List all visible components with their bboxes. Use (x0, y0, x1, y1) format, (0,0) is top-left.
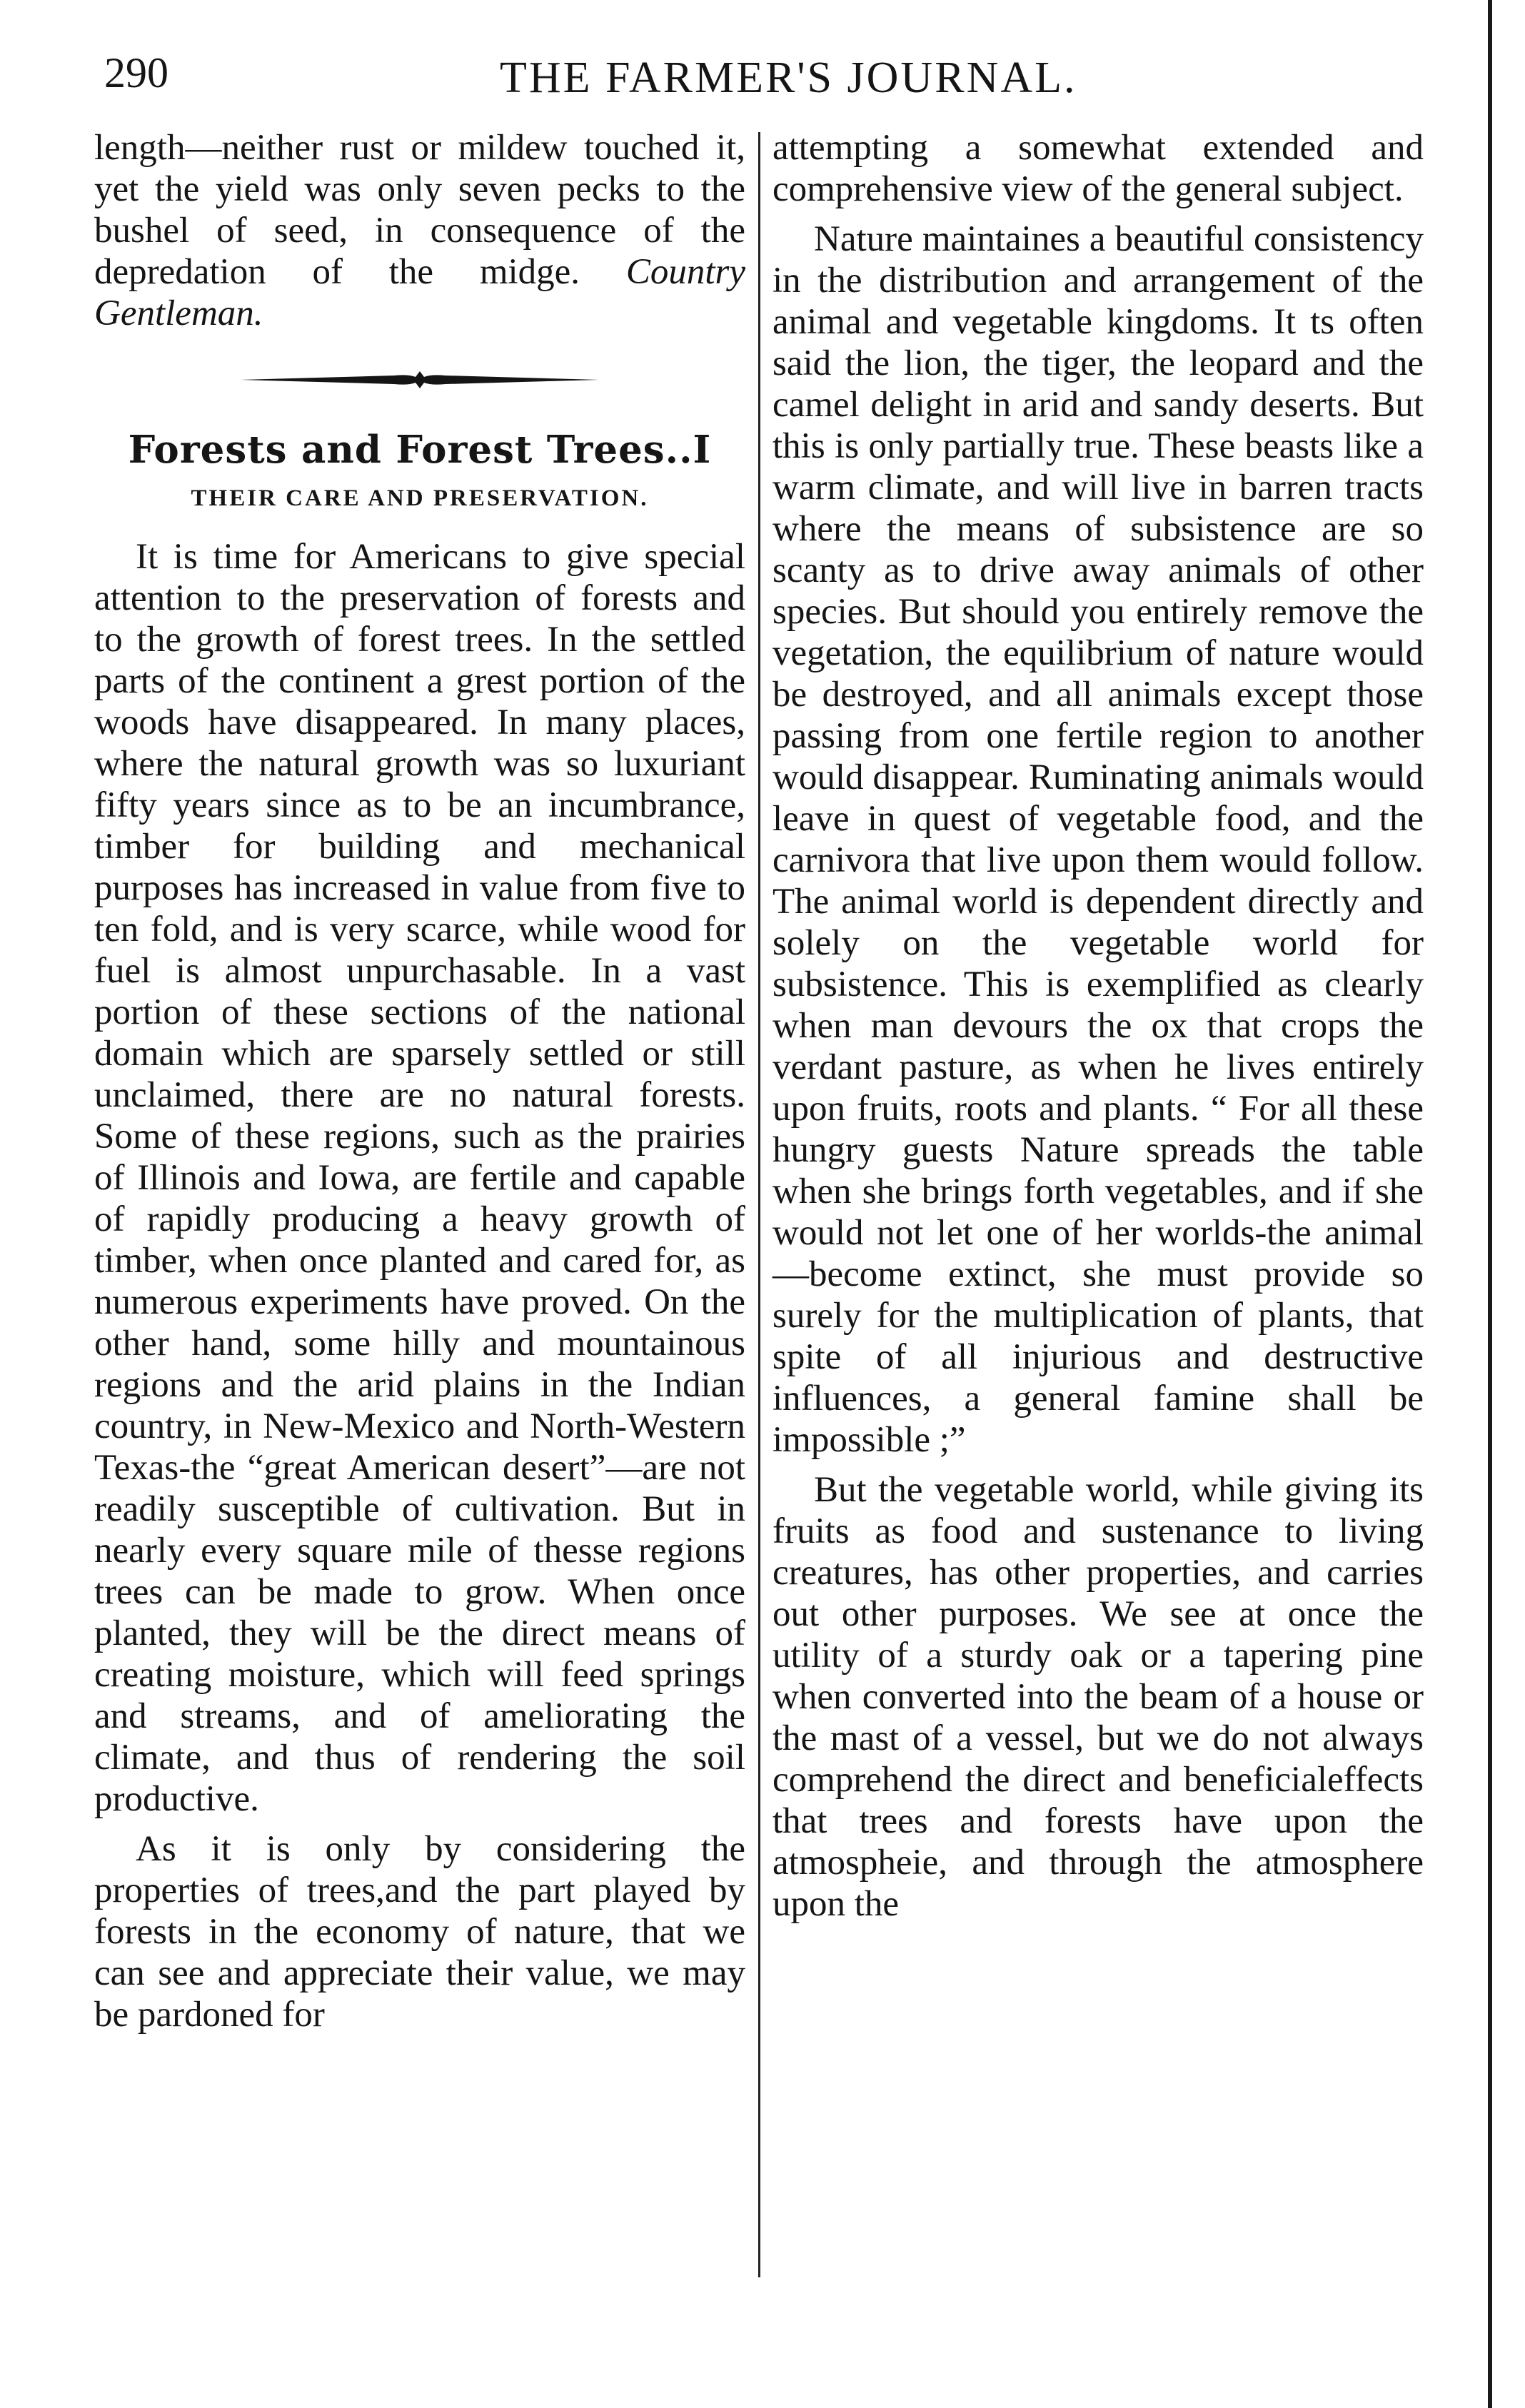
column-divider (758, 132, 760, 2277)
section-divider-ornament (94, 358, 745, 401)
left-column (94, 127, 745, 2035)
right-column (772, 127, 1424, 1925)
continued-paragraph (94, 127, 745, 334)
continued-text: length—neither rust or mildew touched it, yet the yield was only seven pecks to the bushel of seed, in consequence of the depredation of the midge. (94, 128, 745, 292)
right-paragraph-1: attempting a somewhat extended and comprehensive view of the general subject. (772, 128, 1424, 209)
right-paragraph-2: Nature maintaines a beautiful consistency in the distribution and arrangement of the animal and vegetable kingdoms. It ts often said the lion, the tiger, the leopard and the camel delight in arid and sandy deserts. But this is only partially true. These beasts like a warm climate, and will live in barren tracts where the means of subsistence are so scanty as to drive away animals of other species. But should you entirely remove the vegetation, the equilibrium of nature would be destroyed, and all animals except those passing from one fertile region to another would disappear. Ruminating animals would leave in quest of vegetable food, and the carnivora that live upon them would follow. The animal world is dependent directly and solely on the vegetable world for subsistence. This is exemplified as clearly when man devours the ox that crops the verdant pasture, as when he lives entirely upon fruits, roots and plants. “ For all these hungry guests Nature spreads the table when she brings forth vegetables, and if she would not let one of her worlds-the animal—become extinct, she must provide so surely for the multiplication of plants, that spite of all injurious and destructive influences, a general famine shall be impossible ;” (772, 219, 1424, 1460)
right-paragraph-3: But the vegetable world, while giving its fruits as food and sustenance to living creatures, has other properties, and carries out other purposes. We see at once the utility of a sturdy oak or a tapering pine when converted into the beam of a house or the mast of a vessel, but we do not always comprehend the direct and beneficialeffects that trees and forests have upon the atmospheie, and through the atmosphere upon the (772, 1470, 1424, 1924)
article-title: Forests and Forest Trees..I (128, 428, 712, 472)
running-title: THE FARMER'S JOURNAL. (500, 54, 1077, 102)
article-subtitle: THEIR CARE AND PRESERVATION. (191, 485, 649, 511)
page-number: 290 (104, 49, 168, 96)
article-paragraph-1: It is time for Americans to give special attention to the preservation of forests and to the growth of forest trees. In the settled parts of the continent a grest portion of the woods have disappeared. In many places, where the natural growth was so luxuriant fifty years since as to be an incumbrance, timber for building and mechanical purposes has increased in value from five to ten fold, and is very scarce, while wood for fuel is almost unpurchasable. In a vast portion of these sections of the national domain which are sparsely settled or still unclaimed, there are no natural forests. Some of these regions, such as the prairies of Illinois and Iowa, are fertile and capable of rapidly producing a heavy growth of timber, when once planted and cared for, as numerous experiments have proved. On the other hand, some hilly and mountainous regions and the arid plains in the Indian country, in New-Mexico and North-Western Texas-the “great American desert”—are not readily susceptible of cultivation. But in nearly every square mile of thesse regions trees can be made to grow. When once planted, they will be the direct means of creating moisture, which will feed springs and streams, and of ameliorating the climate, and thus of rendering the soil productive. (94, 537, 745, 1819)
article-paragraph-2: As it is only by considering the properties of trees,and the part played by forests in the economy of nature, that we can see and appreciate their value, we may be pardoned for (94, 1829, 745, 2035)
source-credit: Country Gentleman. (94, 252, 746, 333)
page-edge-rule (1488, 0, 1492, 2408)
